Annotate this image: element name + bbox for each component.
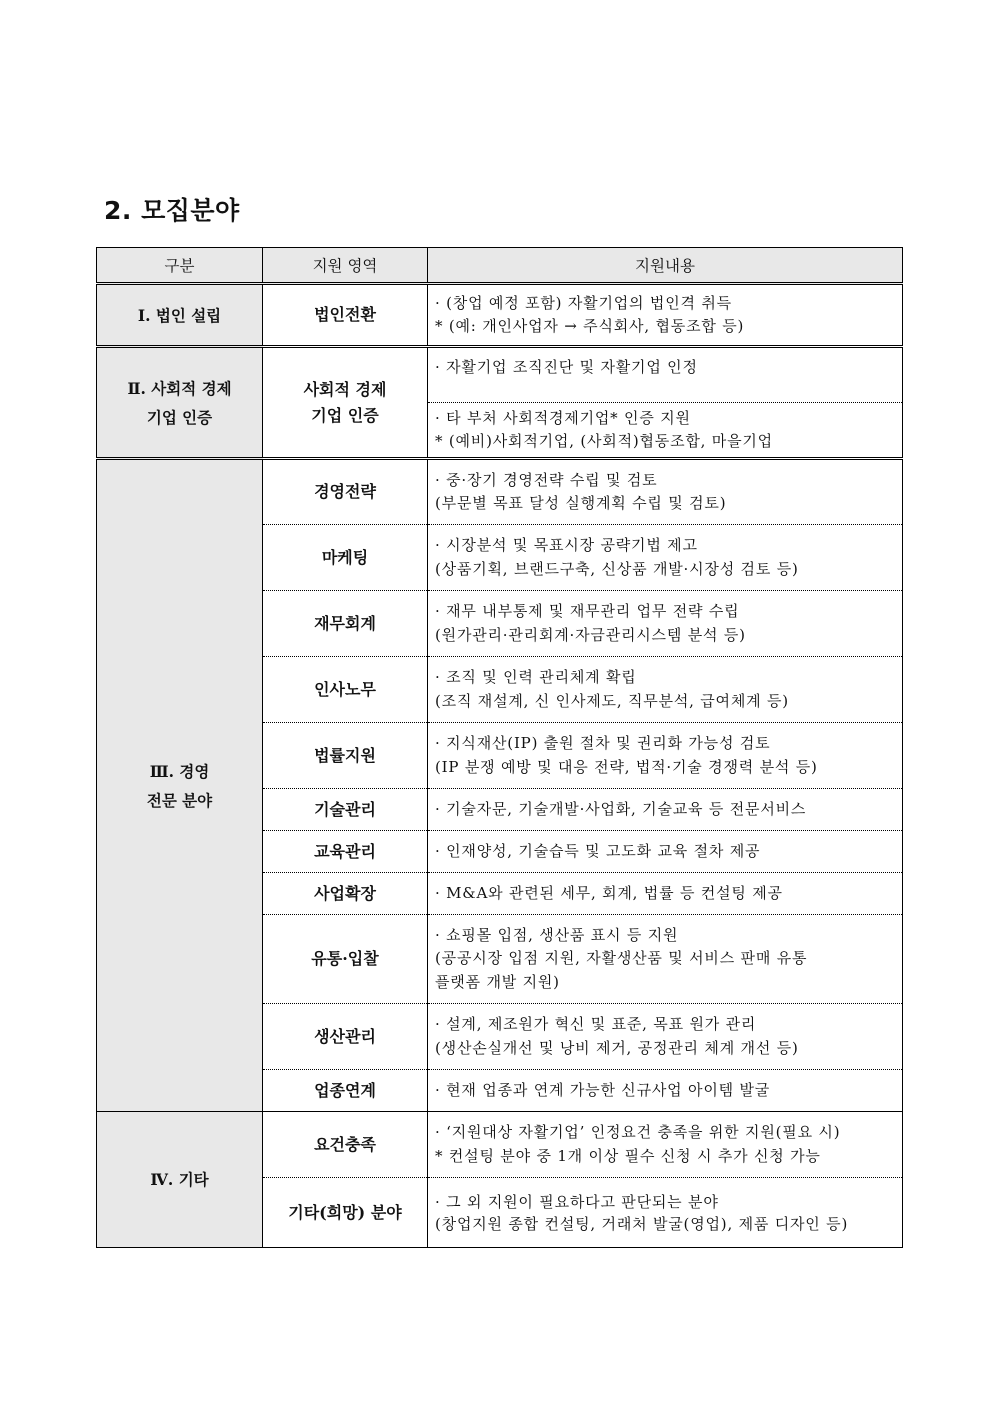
content-line: · 자활기업 조직진단 및 자활기업 인정 — [435, 358, 698, 376]
content-cell — [428, 347, 903, 403]
area-cell: 업종연계 — [263, 1070, 428, 1112]
content-line: (부문별 목표 달성 실행계획 수립 및 검토) — [435, 494, 727, 512]
category-cell — [97, 284, 263, 347]
category-cell — [97, 459, 263, 1112]
area-cell: 유통·입찰 — [263, 915, 428, 1004]
category-label: Ⅰ. 법인 설립 — [137, 305, 222, 325]
content-cell — [428, 831, 903, 873]
area-cell: 인사노무 — [263, 657, 428, 723]
section-title: 2. 모집분야 — [104, 196, 240, 225]
content-line: · 중·장기 경영전략 수립 및 검토 — [435, 470, 658, 489]
content-line: · 인재양성, 기술습득 및 고도화 교육 절차 제공 — [435, 841, 761, 860]
area-label: 사회적 경제 — [303, 379, 387, 399]
content-line: * (예비)사회적기업, (사회적)협동조합, 마을기업 — [435, 432, 773, 450]
content-cell — [428, 1112, 903, 1178]
content-cell — [428, 459, 903, 525]
content-cell — [428, 723, 903, 789]
content-line: (창업지원 종합 컨설팅, 거래처 발굴(영업), 제품 디자인 등) — [435, 1214, 849, 1233]
category-label: Ⅱ. 사회적 경제 — [127, 378, 232, 398]
table-header-row — [97, 248, 903, 284]
area-cell: 재무회계 — [263, 591, 428, 657]
content-cell — [428, 789, 903, 831]
content-line: · 지식재산(IP) 출원 절차 및 권리화 가능성 검토 — [435, 734, 771, 752]
content-cell — [428, 591, 903, 657]
category-label: Ⅳ. 기타 — [150, 1170, 209, 1189]
area-cell: 사업확장 — [263, 873, 428, 915]
table-row — [97, 1112, 903, 1178]
header-support-content: 지원내용 — [428, 248, 903, 284]
content-line: 플랫폼 개발 지원) — [435, 972, 560, 991]
table-row — [97, 347, 903, 403]
content-line: (조직 재설계, 신 인사제도, 직무분석, 급여체계 등) — [435, 691, 789, 710]
content-line: · ‘지원대상 자활기업’ 인정요건 충족을 위한 지원(필요 시) — [435, 1123, 841, 1141]
content-cell — [428, 1004, 903, 1070]
area-cell: 법인전환 — [263, 284, 428, 347]
area-label: 기업 인증 — [311, 405, 379, 425]
area-cell: 기술관리 — [263, 789, 428, 831]
content-line: · 현재 업종과 연계 가능한 신규사업 아이템 발굴 — [435, 1080, 771, 1099]
content-cell — [428, 403, 903, 459]
content-cell — [428, 1178, 903, 1248]
area-cell: 경영전략 — [263, 459, 428, 525]
content-cell — [428, 873, 903, 915]
category-cell — [97, 347, 263, 459]
content-line: · 기술자문, 기술개발·사업화, 기술교육 등 전문서비스 — [435, 799, 807, 818]
content-line: · 시장분석 및 목표시장 공략기법 제고 — [435, 536, 698, 554]
category-label: 전문 분야 — [146, 790, 213, 810]
content-line: * 컨설팅 분야 중 1개 이상 필수 신청 시 추가 신청 가능 — [435, 1146, 821, 1165]
content-line: · 조직 및 인력 관리체계 확립 — [435, 668, 637, 686]
table-row — [97, 284, 903, 347]
content-line: · (창업 예정 포함) 자활기업의 법인격 취득 — [435, 293, 732, 312]
recruitment-fields-table — [96, 247, 903, 1248]
area-cell: 법률지원 — [263, 723, 428, 789]
content-line: · 쇼핑몰 입점, 생산품 표시 등 지원 — [435, 925, 679, 944]
area-cell: 마케팅 — [263, 525, 428, 591]
content-line: (IP 분쟁 예방 및 대응 전략, 법적·기술 경쟁력 분석 등) — [435, 757, 818, 776]
content-line: (생산손실개선 및 낭비 제거, 공정관리 체계 개선 등) — [435, 1038, 799, 1057]
category-label: Ⅲ. 경영 — [149, 761, 210, 781]
content-line: * (예: 개인사업자 → 주식회사, 협동조합 등) — [435, 317, 745, 335]
content-line: (공공시장 입점 지원, 자활생산품 및 서비스 판매 유통 — [435, 949, 808, 968]
content-line: · 그 외 지원이 필요하다고 판단되는 분야 — [435, 1192, 719, 1211]
content-cell — [428, 915, 903, 1004]
area-cell — [263, 347, 428, 459]
area-cell: 기타(희망) 분야 — [263, 1178, 428, 1248]
content-line: (원가관리·관리회계·자금관리시스템 분석 등) — [435, 625, 746, 644]
content-cell — [428, 657, 903, 723]
content-line: · 타 부처 사회적경제기업* 인증 지원 — [435, 408, 691, 427]
area-cell: 생산관리 — [263, 1004, 428, 1070]
area-cell: 교육관리 — [263, 831, 428, 873]
table-row — [97, 459, 903, 525]
header-support-area: 지원 영역 — [263, 248, 428, 284]
content-line: · 설계, 제조원가 혁신 및 표준, 목표 원가 관리 — [435, 1015, 757, 1033]
area-cell: 요건충족 — [263, 1112, 428, 1178]
content-cell — [428, 525, 903, 591]
content-line: (상품기획, 브랜드구축, 신상품 개발·시장성 검토 등) — [435, 559, 799, 578]
content-line: · M&A와 관련된 세무, 회계, 법률 등 컨설팅 제공 — [435, 883, 783, 902]
category-label: 기업 인증 — [146, 407, 213, 427]
content-cell — [428, 284, 903, 347]
content-line: · 재무 내부통제 및 재무관리 업무 전략 수립 — [435, 602, 740, 620]
content-cell — [428, 1070, 903, 1112]
header-category: 구분 — [97, 248, 263, 284]
category-cell — [97, 1112, 263, 1248]
